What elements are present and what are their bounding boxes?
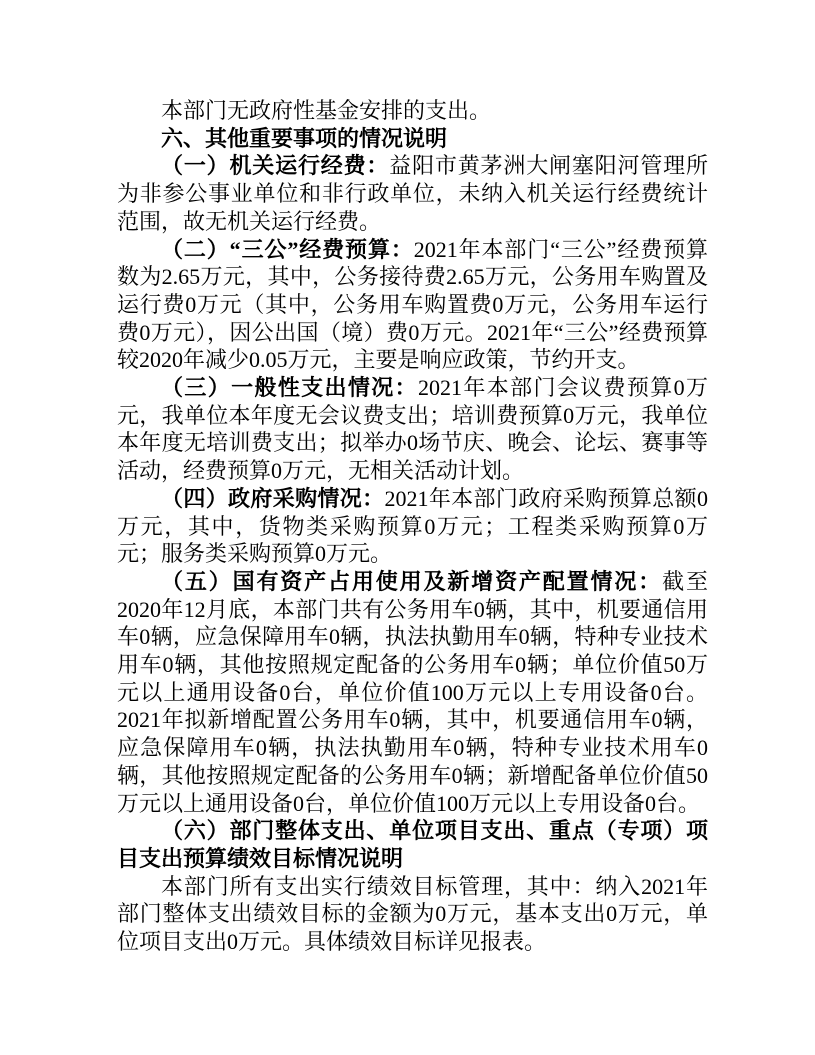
paragraph-lead: （五）国有资产占用使用及新增资产配置情况： xyxy=(161,568,663,594)
paragraph-text: 2021年本部门“三公”经费预算数为2.65万元，其中，公务接待费2.65万元，公务用车购置及运行费0万元（其中，公务用车购置费0万元，公务用车运行费0万元），因公出国（境）费0万元。2021年“三公”经费预算较2020年减少0.05万元，主要是响应政策，节约开支。 xyxy=(117,236,708,373)
paragraph-text: 2021年本部门政府采购预算总额0万元，其中，货物类采购预算0万元；工程类采购预算0万元；服务类采购预算0万元。 xyxy=(117,485,708,567)
paragraph-text: 益阳市黄茅洲大闸塞阳河管理所为非参公事业单位和非行政单位，未纳入机关运行经费统计范围，故无机关运行经费。 xyxy=(117,153,708,234)
section-heading-item-6-performance-targets xyxy=(117,817,708,872)
paragraph-text: 本部门无政府性基金安排的支出。 xyxy=(161,98,492,123)
paragraph-text: 本部门所有支出实行绩效目标管理，其中：纳入2021年部门整体支出绩效目标的金额为0万元，基本支出0万元，单位项目支出0万元。具体绩效目标详见报表。 xyxy=(117,873,708,955)
section-heading-six xyxy=(117,125,708,153)
paragraph-item-1-agency-operating-funds xyxy=(117,152,708,235)
paragraph-lead: （二）“三公”经费预算： xyxy=(161,236,414,262)
document-body xyxy=(117,97,708,956)
paragraph-lead: （一）机关运行经费： xyxy=(161,153,390,179)
heading-text: 六、其他重要事项的情况说明 xyxy=(161,125,448,151)
paragraph-no-gov-fund xyxy=(117,97,708,125)
paragraph-item-2-three-public-budget xyxy=(117,236,708,375)
paragraph-performance-target-management xyxy=(117,873,708,956)
paragraph-item-3-general-expenditure xyxy=(117,374,708,485)
paragraph-text: 2021年本部门会议费预算0万元，我单位本年度无会议费支出；培训费预算0万元，我单位本年度无培训费支出；拟举办0场节庆、晚会、论坛、赛事等活动，经费预算0万元，无相关活动计划。 xyxy=(117,375,708,484)
paragraph-text: 截至2020年12月底，本部门共有公务用车0辆，其中，机要通信用车0辆，应急保障用车0辆，执法执勤用车0辆，特种专业技术用车0辆，其他按照规定配备的公务用车0辆；单位价值50万元以上通用设备0台，单位价值100万元以上专用设备0台。2021年拟新增配置公务用车0辆，其中，机要通信用车0辆，应急保障用车0辆，执法执勤用车0辆，特种专业技术用车0辆，其他按照规定配备的公务用车0辆；新增配备单位价值50万元以上通用设备0台，单位价值100万元以上专用设备0台。 xyxy=(117,568,708,816)
paragraph-lead: （三）一般性支出情况： xyxy=(161,375,418,401)
paragraph-item-4-government-procurement xyxy=(117,485,708,568)
paragraph-lead: （四）政府采购情况： xyxy=(161,485,385,511)
paragraph-item-5-state-assets xyxy=(117,568,708,817)
heading-text: （六）部门整体支出、单位项目支出、重点（专项）项目支出预算绩效目标情况说明 xyxy=(117,818,708,871)
